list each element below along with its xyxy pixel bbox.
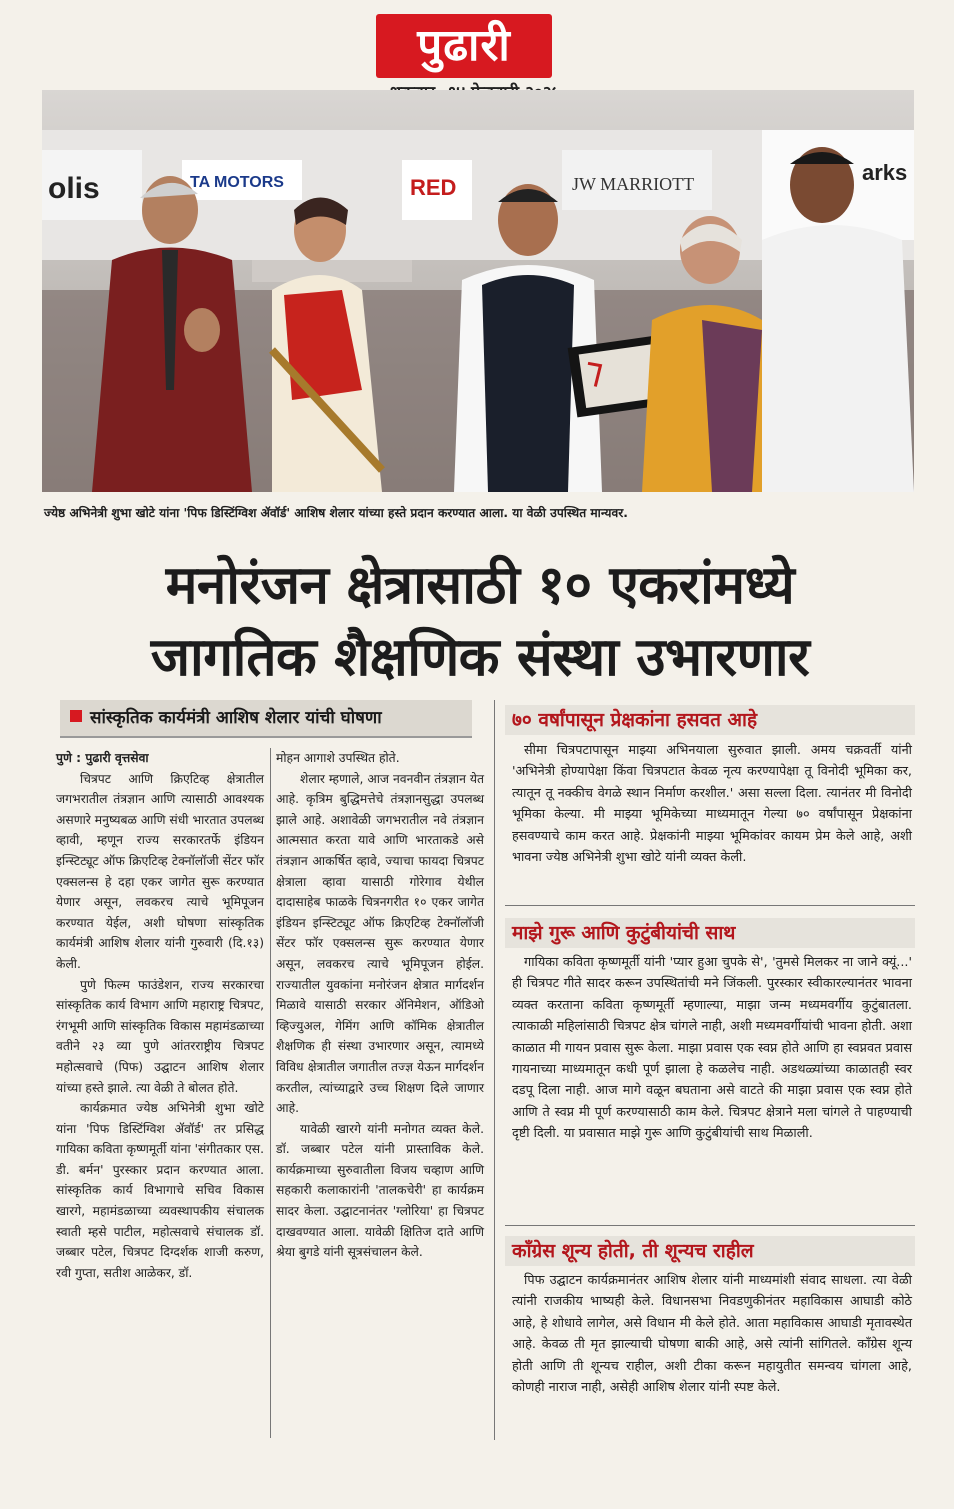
box3-title: काँग्रेस शून्य होती, ती शून्यच राहील: [512, 1240, 754, 1262]
article-paragraph: पुणे फिल्म फाउंडेशन, राज्य सरकारचा सांस्कृतिक कार्य विभाग आणि महाराष्ट्र चित्रपट, रंगभूमी आणि सांस्कृतिक विकास महामंडळाच्या वतीने २३ व्या पुणे आंतरराष्ट्रीय चित्रपट महोत्सवाचे (पिफ) उद्घाटन आशिष शेलार यांच्या हस्ते झाले. त्या वेळी ते बोलत होते.: [56, 977, 264, 1095]
subhead-marker-icon: [70, 710, 82, 722]
column-divider: [270, 748, 271, 1438]
article-column-2: [276, 748, 484, 1263]
box2-title: माझे गुरू आणि कुटुंबीयांची साथ: [512, 922, 736, 944]
sponsor-marriott-text: JW MARRIOTT: [572, 174, 695, 194]
article-paragraph: शेलार म्हणाले, आज नवनवीन तंत्रज्ञान येत आहे. कृत्रिम बुद्धिमत्तेचे तंत्रज्ञानसुद्धा उपलब्ध झाले आहे. अशावेळी जगभरातील नवे तंत्रज्ञान आत्मसात करता यावे आणि भारताकडे असे तंत्रज्ञान आकर्षित व्हावे, ज्याचा फायदा चित्रपट क्षेत्राला व्हावा यासाठी गोरेगाव येथील दादासाहेब फाळके चित्रनगरीत १० एकर जागेत इंडियन इन्स्टिट्यूट ऑफ क्रिएटिव्ह टेक्नॉलॉजी सेंटर फॉर एक्सलन्स सुरू करण्यात येणार असून, लवकरच त्याचे भूमिपूजन होईल. राज्यातील युवकांना मनोरंजन क्षेत्रात मार्गदर्शन मिळावे यासाठी सरकार ॲनिमेशन, ऑडिओ व्हिज्युअल, गेमिंग आणि कॉमिक क्षेत्रातील शैक्षणिक ही संस्था उभारणार असून, त्यामध्ये विविध क्षेत्रातील जगातील तज्ज्ञ येऊन मार्गदर्शन करतील, त्यांच्याद्वारे उच्च शिक्षण दिले जाणार आहे.: [276, 771, 484, 1116]
sponsor-red-text: RED: [410, 175, 457, 200]
box1-title: ७० वर्षांपासून प्रेक्षकांना हसवत आहे: [512, 709, 758, 731]
sidebar-divider: [494, 700, 495, 1440]
article-column-1: [56, 748, 264, 1283]
article-paragraph: कार्यक्रमात ज्येष्ठ अभिनेत्री शुभा खोटे यांना 'पिफ डिस्टिंग्विश ॲवॉर्ड' तर प्रसिद्ध गायिका कविता कृष्णमूर्ती यांना 'संगीतकार एस. डी. बर्मन' पुरस्कार प्रदान करण्यात आला. सांस्कृतिक कार्य विभागाचे सचिव विकास खारगे, महामंडळाच्या व्यवस्थापकीय संचालक स्वाती म्हसे पाटील, महोत्सवाचे संचालक डॉ. जब्बार पटेल, चित्रपट दिग्दर्शक शाजी करुण, रवी गुप्ता, सतीश आळेकर, डॉ.: [56, 1101, 264, 1280]
photo-illustration: [42, 90, 914, 492]
subhead: सांस्कृतिक कार्यमंत्री आशिष शेलार यांची घोषणा: [90, 708, 382, 728]
box-divider: [505, 905, 915, 906]
article-paragraph: चित्रपट आणि क्रिएटिव्ह क्षेत्रातील जगभरातील तंत्रज्ञान आणि त्यासाठी आवश्यक असणारे मनुष्यबळ आणि संधी भारतात उपलब्ध व्हावी, म्हणून राज्य सरकारतर्फे इंडियन इन्स्टिट्यूट ऑफ क्रिएटिव्ह टेक्नॉलॉजी सेंटर फॉर एक्सलन्स हे दहा एकर जागेत सुरू करण्यात येणार असून, लवकरच त्याचे भूमिपूजन करण्यात येईल, अशी घोषणा सांस्कृतिक कार्यमंत्री आशिष शेलार यांनी गुरुवारी (दि.१३) केली.: [56, 771, 264, 971]
sponsor-tata-text: TA MOTORS: [190, 174, 284, 191]
box3-paragraph: पिफ उद्घाटन कार्यक्रमानंतर आशिष शेलार यांनी माध्यमांशी संवाद साधला. त्या वेळी त्यांनी राजकीय भाष्यही केले. विधानसभा निवडणुकीनंतर महाविकास आघाडी कोठे आहे, हे शोधावे लागेल, असे विधान मी केले होते. आता महाविकास आघाडी मृतावस्थेत आहे. केवळ ती मृत झाल्याची घोषणा बाकी आहे, असे त्यांनी सांगितले. काँग्रेस शून्य होती आणि ती शून्यच राहील, अशी टीका करून महायुतीत समन्वय चांगला आहे, कोणही नाराज नाही, असेही आशिष शेलार यांनी स्पष्ट केले.: [512, 1273, 912, 1396]
box2-paragraph: गायिका कविता कृष्णमूर्ती यांनी 'प्यार हुआ चुपके से', 'तुमसे मिलकर ना जाने क्यूं...' ही चित्रपट गीते सादर करून उपस्थितांची मने जिंकली. पुरस्कार स्वीकारल्यानंतर भावना व्यक्त करताना कविता कृष्णमूर्ती म्हणाल्या, माझा जन्म मध्यमवर्गीय कुटुंबातला. त्याकाळी महिलांसाठी चित्रपट क्षेत्र चांगले नाही, अशी मध्यमवर्गीयांची भावना होती. अशा काळात मी गायन प्रवास सुरू केला. माझा प्रवास एक स्वप्न होते आणि हा स्वप्नवत प्रवास गायनाच्या माध्यमातून कधी पूर्ण झाला हे कळलेच नाही. अडथळ्यांच्या काळातही स्वर दडपू दिला नाही. आज मागे वळून बघताना असे वाटते की माझा प्रवास एक स्वप्न होते आणि ते स्वप्न मी पूर्ण करण्यासाठी काम केले. चित्रपट क्षेत्राने मला चांगले ते पाहण्याची दृष्टी दिली. या प्रवासात माझे गुरू आणि कुटुंबीयांची साथ मिळाली.: [512, 955, 912, 1142]
event-photo: [42, 90, 914, 492]
headline: [40, 550, 920, 694]
box1-text: [512, 740, 912, 868]
article-paragraph: यावेळी खारगे यांनी मनोगत व्यक्त केले. डॉ. जब्बार पटेल यांनी प्रास्ताविक केले. कार्यक्रमाच्या सुरुवातीला विजय चव्हाण आणि सहकारी कलाकारांनी 'तालकचेरी' हा कार्यक्रम सादर केला. उद्घाटनानंतर 'ग्लोरिया' हा चित्रपट दाखवण्यात आला. यावेळी क्षितिज दाते आणि श्रेया बुगडे यांनी सूत्रसंचालन केले.: [276, 1121, 484, 1260]
box2-text: [512, 952, 912, 1145]
box3-text: [512, 1270, 912, 1398]
photo-caption: ज्येष्ठ अभिनेत्री शुभा खोटे यांना 'पिफ डिस्टिंग्विश ॲवॉर्ड' आशिष शेलार यांच्या हस्ते प्रदान करण्यात आला. या वेळी उपस्थित मान्यवर.: [44, 506, 628, 520]
article-paragraph: मोहन आगाशे उपस्थित होते.: [276, 751, 400, 765]
headline-line-1: मनोरंजन क्षेत्रासाठी १० एकरांमध्ये: [165, 555, 795, 616]
sponsor-sparks-text: arks: [862, 160, 908, 185]
newspaper-masthead: पुढारी: [376, 14, 552, 78]
sponsor-olis-text: olis: [48, 172, 100, 205]
box1-paragraph: सीमा चित्रपटापासून माझ्या अभिनयाला सुरुवात झाली. अमय चक्रवर्ती यांनी 'अभिनेत्री होण्यापेक्षा किंवा चित्रपटात केवळ नृत्य करण्यापेक्षा तू विनोदी भूमिका कर, त्यातून तू नक्कीच वेगळे स्थान निर्माण करशील.' असा सल्ला दिला. त्यानंतर मी विनोदी भूमिका केल्या. मी माझ्या भूमिकेच्या माध्यमातून गेल्या ७० वर्षांपासून प्रेक्षकांना हसवण्याचे काम करत आहे. प्रेक्षकांनी माझ्या भूमिकांवर कायम प्रेम केले आहे, अशी भावना ज्येष्ठ अभिनेत्री शुभा खोटे यांनी व्यक्त केली.: [512, 743, 912, 866]
box-divider: [505, 1225, 915, 1226]
headline-line-2: जागतिक शैक्षणिक संस्था उभारणार: [150, 627, 810, 688]
article-dateline: पुणे : पुढारी वृत्तसेवा: [56, 751, 149, 765]
